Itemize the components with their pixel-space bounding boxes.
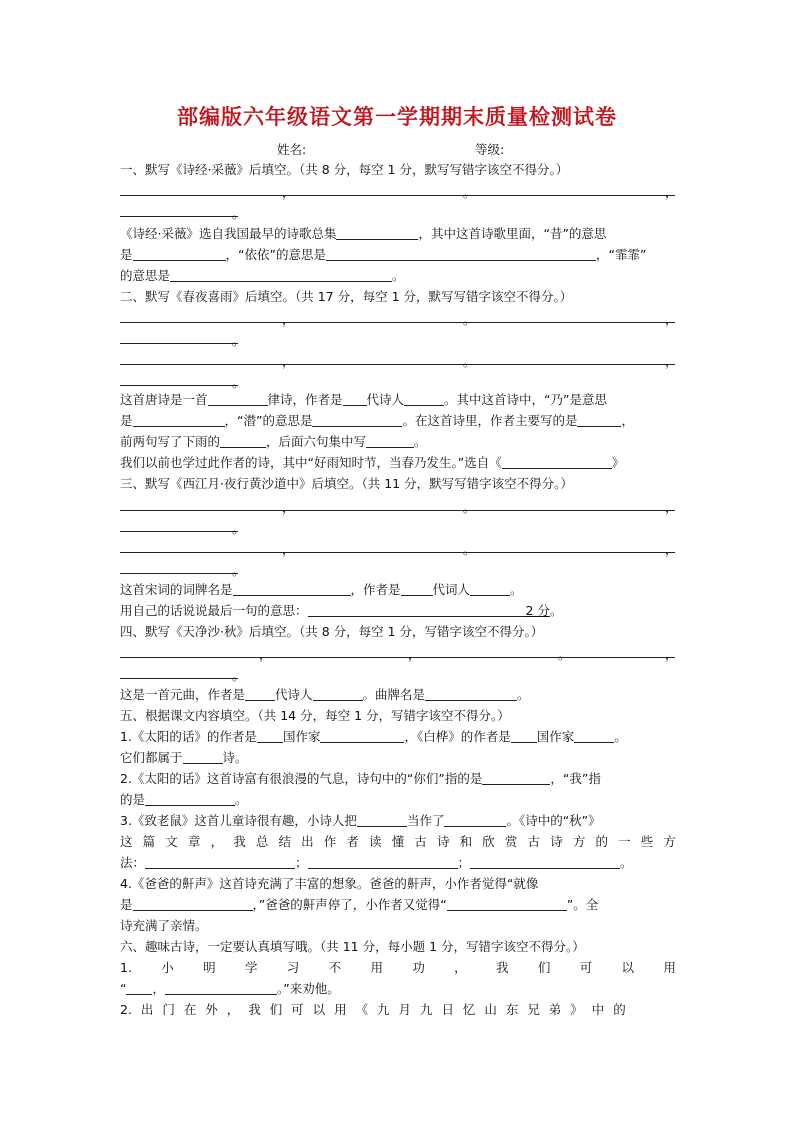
blank-input[interactable] xyxy=(502,455,612,469)
exam-page: 部编版六年级语文第一学期期末质量检测试卷 姓名: 等级: 一、默写《诗经·采薇》后填空。（共 8 分，每空 1 分，默写写错字该空不得分。） ， 。 ， 。 《诗经·采薇》选自我国最早的诗歌总集 ，其中这首诗歌里面，“昔”的意思 是 ，“依依”的意思是 ，“霏霏” 的意思是 。 二、默写《春夜喜雨》后填空。（共 17 分，每空 1 分，默写写错字该空不得分。） ， 。 ， 。 ， 。 ， 。 这首唐诗是一首 律诗，作者是 代诗人 。其中这首诗中，“乃”是意思 是 ，“潜”的意思是 。在这首诗里，作者主要写的是 ， 前两句写了下雨的 ，后面六句集中写 。 我们以前也学过此作者的诗，其中“好雨知时节，当春乃发生。”选自《 》 三、默写《西江月·夜行黄沙道中》后填空。（共 11 分，默写写错字该空不得分。） ， 。 ， 。 ， 。 ， 。 这首宋词的词牌名是 ，作者是 代词人 。 用自己的话说说最后一句的意思： 2 分。 四、默写《天净沙·秋》后填空。（共 8 分，每空 1 分，写错字该空不得分。） ， ， 。 ， 。 这是一首元曲，作者是 代诗人 。曲牌名是 。 五、根据课文内容填空。（共 14 分，每空 1 分，写错字该空不得分。） 1.《太阳的话》的作者是 国作家 ，《白桦》的作者是 国作家 。 它们都属于 诗。 2.《太阳的话》这首诗富有很浪漫的气息，诗句中的“你们”指的是 ，“我”指 的是 。 3.《致老鼠》这首儿童诗很有趣，小诗人把 当作了 。《诗中的“秋”》 这 篇 文 章 ， 我 总 结 出 作 者 读 懂 古 诗 和 欣 赏 古 诗 方 的 一 些 方 法： ； ； 。 4.《爸爸的鼾声》这首诗充满了丰富的想象。爸爸的鼾声，小作者觉得“就像 是 ，”爸爸的鼾声停了，小作者又觉得“ ”。全 诗充满了亲情。 六、趣味古诗，一定要认真填写哦。（共 11 分，每小题 1 分，写错字该空不得分。） 1. 小 明 学 习 不 用 功 ， 我 们 可 以 用 “ ， 。”来劝他。 2. 出 门 在 外 ， 我 们 可 以 用 《 九 月 九 日 忆 山 东 兄 弟 》 中 的 xyxy=(0,0,794,1123)
section-3-question: 这首宋词的词牌名是 ，作者是 代词人 。 xyxy=(120,582,523,597)
blank-input[interactable] xyxy=(470,582,510,596)
blank-input[interactable] xyxy=(425,687,517,701)
answer-line[interactable] xyxy=(120,343,238,344)
section-3-heading: 三、默写《西江月·夜行黄沙道中》后填空。（共 11 分，默写写错字该空不得分。） xyxy=(120,476,573,491)
blank-input[interactable] xyxy=(312,413,402,427)
blank-input[interactable] xyxy=(401,582,433,596)
blank-input[interactable] xyxy=(126,981,152,995)
blank-input[interactable] xyxy=(447,897,567,911)
blank-input[interactable] xyxy=(145,855,295,869)
section-6-heading: 六、趣味古诗，一定要认真填写哦。（共 11 分，每小题 1 分，写错字该空不得分。） xyxy=(120,939,585,954)
section-5-question-2: 的是 。 xyxy=(120,792,248,807)
blank-input[interactable] xyxy=(444,813,506,827)
blank-input[interactable] xyxy=(220,434,266,448)
section-1-question: 的意思是 。 xyxy=(120,268,405,283)
blank-input[interactable] xyxy=(133,897,253,911)
blank-input[interactable] xyxy=(245,687,275,701)
blank-input[interactable] xyxy=(357,813,407,827)
grade-label: 等级: xyxy=(475,142,505,157)
blank-input[interactable] xyxy=(170,268,392,282)
name-label: 姓名: xyxy=(277,142,307,157)
section-5-question-4: 4.《爸爸的鼾声》这首诗充满了丰富的想象。爸爸的鼾声，小作者觉得“就像 xyxy=(120,876,539,891)
blank-input[interactable] xyxy=(482,771,550,785)
blank-input[interactable] xyxy=(208,392,268,406)
answer-line[interactable] xyxy=(120,195,675,196)
answer-line[interactable] xyxy=(120,364,675,365)
section-4-question: 这是一首元曲，作者是 代诗人 。曲牌名是 。 xyxy=(120,687,530,702)
section-5-question-4: 诗充满了亲情。 xyxy=(120,918,208,933)
section-6-question-1: 1. 小 明 学 习 不 用 功 ， 我 们 可 以 用 xyxy=(120,960,676,975)
blank-input[interactable] xyxy=(145,792,235,806)
section-5-question-3: 这 篇 文 章 ， 我 总 结 出 作 者 读 懂 古 诗 和 欣 赏 古 诗 方 的 一 些 方 xyxy=(120,834,676,849)
answer-line[interactable] xyxy=(120,573,238,574)
section-1-heading: 一、默写《诗经·采薇》后填空。（共 8 分，每空 1 分，默写写错字该空不得分。） xyxy=(120,162,569,177)
blank-input[interactable] xyxy=(404,392,444,406)
blank-input[interactable] xyxy=(326,247,596,261)
section-5-question-3: 3.《致老鼠》这首儿童诗很有趣，小诗人把 当作了 。《诗中的“秋”》 xyxy=(120,813,601,828)
blank-input[interactable] xyxy=(511,729,537,743)
page-title: 部编版六年级语文第一学期期末质量检测试卷 xyxy=(177,104,617,129)
answer-line[interactable] xyxy=(120,322,675,323)
section-1-question: 是 ，“依依”的意思是 ，“霏霏” xyxy=(120,247,647,262)
blank-input[interactable] xyxy=(133,413,225,427)
blank-input[interactable] xyxy=(366,434,414,448)
answer-line[interactable] xyxy=(120,678,238,679)
section-2-question: 我们以前也学过此作者的诗，其中“好雨知时节，当春乃发生。”选自《 》 xyxy=(120,455,625,470)
section-1-question: 《诗经·采薇》选自我国最早的诗歌总集 ，其中这首诗歌里面，“昔”的意思 xyxy=(120,226,607,241)
blank-input[interactable] xyxy=(308,603,526,617)
section-2-heading: 二、默写《春夜喜雨》后填空。（共 17 分，每空 1 分，默写写错字该空不得分。） xyxy=(120,289,573,304)
blank-input[interactable] xyxy=(577,413,621,427)
blank-input[interactable] xyxy=(336,226,418,240)
blank-input[interactable] xyxy=(165,981,277,995)
blank-input[interactable] xyxy=(320,729,404,743)
blank-input[interactable] xyxy=(574,729,614,743)
blank-input[interactable] xyxy=(233,582,351,596)
section-5-question-2: 2.《太阳的话》这首诗富有很浪漫的气息，诗句中的“你们”指的是 ，“我”指 xyxy=(120,771,601,786)
blank-input[interactable] xyxy=(470,855,620,869)
answer-line[interactable] xyxy=(120,531,238,532)
blank-input[interactable] xyxy=(133,247,226,261)
answer-line[interactable] xyxy=(120,216,238,217)
section-2-question: 前两句写了下雨的 ，后面六句集中写 。 xyxy=(120,434,427,449)
section-5-heading: 五、根据课文内容填空。（共 14 分，每空 1 分，写错字该空不得分。） xyxy=(120,708,510,723)
section-5-question-1: 它们都属于 诗。 xyxy=(120,750,248,765)
blank-input[interactable] xyxy=(313,687,363,701)
section-3-question: 用自己的话说说最后一句的意思： 2 分。 xyxy=(120,603,563,618)
section-4-heading: 四、默写《天净沙·秋》后填空。（共 8 分，每空 1 分，写错字该空不得分。） xyxy=(120,624,544,639)
answer-line[interactable] xyxy=(120,657,675,658)
answer-line[interactable] xyxy=(120,552,675,553)
section-6-question-1: “ ， 。”来劝他。 xyxy=(120,981,340,996)
section-2-question: 这首唐诗是一首 律诗，作者是 代诗人 。其中这首诗中，“乃”是意思 xyxy=(120,392,607,407)
blank-input[interactable] xyxy=(183,750,223,764)
section-6-question-2: 2. 出 门 在 外 ， 我 们 可 以 用 《 九 月 九 日 忆 山 东 兄 弟 》 中 的 xyxy=(120,1002,626,1017)
blank-input[interactable] xyxy=(343,392,367,406)
blank-input[interactable] xyxy=(257,729,283,743)
blank-input[interactable] xyxy=(308,855,458,869)
section-5-question-3: 法： ； ； 。 xyxy=(120,855,633,870)
section-5-question-1: 1.《太阳的话》的作者是 国作家 ，《白桦》的作者是 国作家 。 xyxy=(120,729,627,744)
section-2-question: 是 ，“潜”的意思是 。在这首诗里，作者主要写的是 ， xyxy=(120,413,634,428)
section-5-question-4: 是 ，”爸爸的鼾声停了，小作者又觉得“ ”。全 xyxy=(120,897,599,912)
answer-line[interactable] xyxy=(120,510,675,511)
answer-line[interactable] xyxy=(120,385,238,386)
